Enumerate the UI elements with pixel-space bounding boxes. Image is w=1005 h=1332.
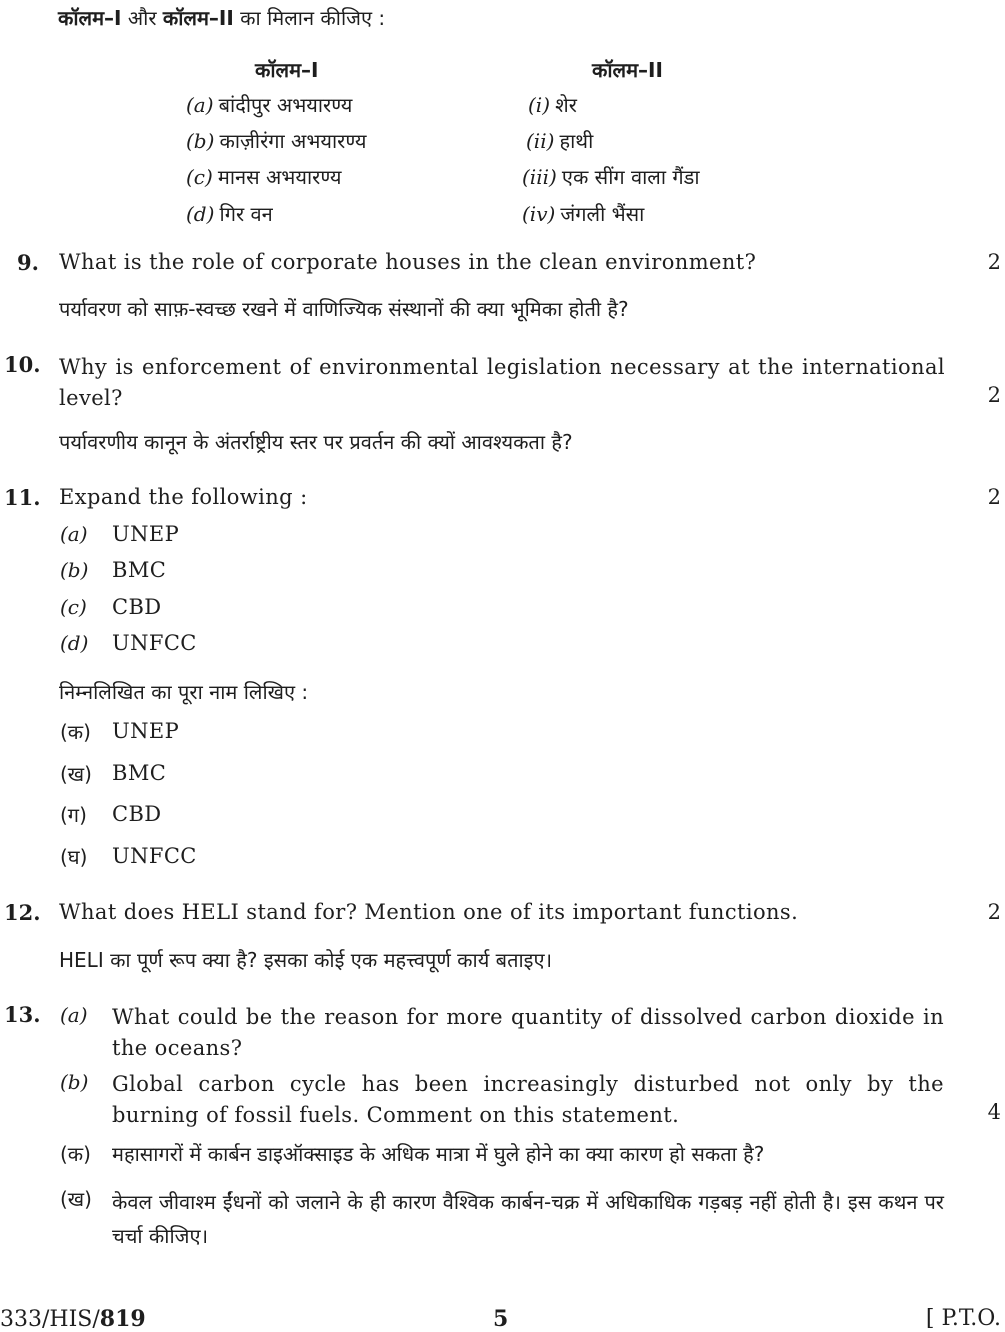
q13-ka-label: (क) bbox=[60, 1142, 91, 1166]
col2-row bbox=[522, 163, 700, 190]
q8-instruction-and: और bbox=[121, 6, 163, 30]
q8-instruction bbox=[58, 4, 385, 31]
col2-row-label: (ii) bbox=[526, 129, 555, 153]
q11-hindi-text: निम्नलिखित का पूरा नाम लिखिए : bbox=[59, 680, 309, 704]
list-item-label: (क) bbox=[60, 720, 91, 744]
q13-kha-label: (ख) bbox=[60, 1187, 92, 1211]
question-number: 11. bbox=[4, 485, 41, 510]
list-item-text: BMC bbox=[112, 558, 167, 582]
col2-row bbox=[526, 127, 593, 154]
list-item-label: (घ) bbox=[60, 845, 88, 869]
q13-a-label: (a) bbox=[60, 1003, 88, 1027]
col1-row-label: (a) bbox=[186, 93, 214, 117]
col1-heading: कॉलम–I bbox=[255, 58, 319, 82]
q12-marks: 2 bbox=[987, 900, 1001, 924]
col2-row-text: एक सींग वाला गैंडा bbox=[561, 165, 700, 189]
list-item bbox=[60, 522, 88, 546]
col2-row-label: (iii) bbox=[522, 165, 557, 189]
q9-english-text: What is the role of corporate houses in the clean environment? bbox=[59, 250, 757, 274]
q13-marks: 4 bbox=[987, 1100, 1001, 1124]
q13-ka-hindi-text: महासागरों में कार्बन डाइऑक्साइड के अधिक मात्रा में घुले होने का क्या कारण हो सकता है? bbox=[112, 1142, 765, 1166]
col1-row bbox=[186, 91, 352, 118]
list-item-text: CBD bbox=[112, 595, 162, 619]
question-number: 10. bbox=[4, 352, 41, 377]
list-item-text: UNFCC bbox=[112, 631, 197, 655]
q8-instruction-col2: कॉलम–II bbox=[162, 6, 234, 30]
q13-a-english-text: What could be the reason for more quantity of dissolved carbon dioxide in the oceans? bbox=[112, 1005, 944, 1060]
question-number: 12. bbox=[4, 900, 41, 925]
col2-row-text: हाथी bbox=[559, 129, 594, 153]
list-item-label: (ख) bbox=[60, 762, 92, 786]
q8-instruction-tail: का मिलान कीजिए : bbox=[233, 6, 386, 30]
paper-code-prefix: 333/HIS/ bbox=[0, 1307, 100, 1332]
list-item bbox=[60, 558, 88, 582]
col2-row bbox=[528, 91, 577, 118]
col2-row-text: शेर bbox=[555, 93, 577, 117]
pto-label: [ P.T.O. bbox=[925, 1306, 1001, 1331]
paper-code bbox=[0, 1306, 146, 1332]
list-item bbox=[60, 631, 88, 655]
list-item-label: (b) bbox=[60, 558, 89, 582]
q13-b-label: (b) bbox=[60, 1070, 89, 1094]
col1-row-label: (d) bbox=[186, 202, 215, 226]
list-item bbox=[60, 595, 87, 619]
list-item-text: BMC bbox=[112, 761, 167, 785]
col1-row-label: (c) bbox=[186, 165, 213, 189]
q10-marks: 2 bbox=[987, 383, 1001, 407]
q10-english-text: Why is enforcement of environmental legislation necessary at the international level? bbox=[59, 355, 945, 410]
col1-row-text: मानस अभयारण्य bbox=[217, 165, 342, 189]
question-number: 13. bbox=[4, 1002, 41, 1027]
col1-row-text: काज़ीरंगा अभयारण्य bbox=[219, 129, 367, 153]
col2-row-label: (iv) bbox=[522, 202, 556, 226]
col2-row-label: (i) bbox=[528, 93, 551, 117]
col1-row-text: बांदीपुर अभयारण्य bbox=[218, 93, 353, 117]
col2-heading: कॉलम–II bbox=[592, 58, 663, 82]
list-item-label: (a) bbox=[60, 522, 88, 546]
list-item-text: UNEP bbox=[112, 719, 180, 743]
q8-instruction-col1: कॉलम–I bbox=[58, 6, 122, 30]
q9-marks: 2 bbox=[987, 250, 1001, 274]
q13-b-english-text: Global carbon cycle has been increasingly disturbed not only by the burning of fossil fuels. Comment on this statement. bbox=[112, 1072, 944, 1127]
q10-hindi-text: पर्यावरणीय कानून के अंतर्राष्ट्रीय स्तर पर प्रवर्तन की क्यों आवश्यकता है? bbox=[59, 430, 573, 454]
col1-row-label: (b) bbox=[186, 129, 215, 153]
list-item-label: (c) bbox=[60, 595, 87, 619]
q11-english-text: Expand the following : bbox=[59, 485, 308, 509]
col1-row-text: गिर वन bbox=[219, 202, 273, 226]
col1-row bbox=[186, 200, 273, 227]
list-item-label: (ग) bbox=[60, 803, 87, 827]
page-number: 5 bbox=[493, 1306, 509, 1332]
question-number: 9. bbox=[17, 250, 39, 275]
paper-code-set: 819 bbox=[99, 1306, 146, 1332]
col2-row-text: जंगली भैंसा bbox=[560, 202, 645, 226]
q13-kha-hindi-text: केवल जीवाश्म ईंधनों को जलाने के ही कारण वैश्विक कार्बन-चक्र में अधिकाधिक गड़बड़ नहीं होती है। इस कथन पर चर्चा कीजिए। bbox=[112, 1190, 944, 1248]
list-item-text: UNEP bbox=[112, 522, 180, 546]
col1-row bbox=[186, 163, 341, 190]
q11-marks: 2 bbox=[987, 485, 1001, 509]
list-item-label: (d) bbox=[60, 631, 89, 655]
list-item-text: CBD bbox=[112, 802, 162, 826]
q12-english-text: What does HELI stand for? Mention one of its important functions. bbox=[59, 900, 799, 924]
col2-row bbox=[522, 200, 644, 227]
q12-hindi-text: HELI का पूर्ण रूप क्या है? इसका कोई एक महत्त्वपूर्ण कार्य बताइए। bbox=[59, 948, 553, 972]
q9-hindi-text: पर्यावरण को साफ़-स्वच्छ रखने में वाणिज्यिक संस्थानों की क्या भूमिका होती है? bbox=[59, 297, 629, 321]
col1-row bbox=[186, 127, 366, 154]
list-item-text: UNFCC bbox=[112, 844, 197, 868]
